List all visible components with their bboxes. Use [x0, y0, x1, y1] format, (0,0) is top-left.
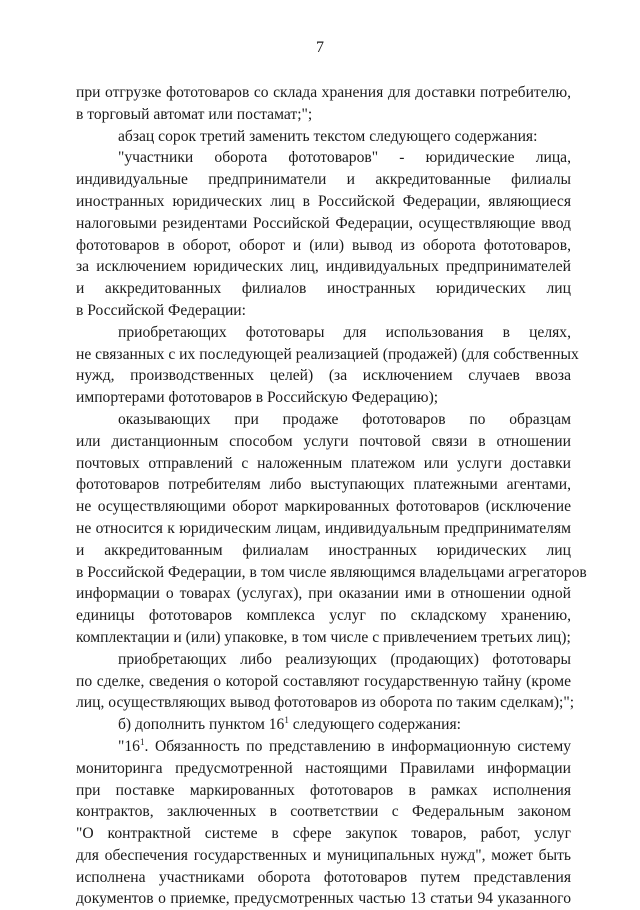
- line-text: почтовых отправлений с наложенным платежом или услуги доставки: [76, 454, 571, 472]
- text-line: [76, 867, 571, 889]
- line-text-after: следующего содержания:: [288, 716, 461, 734]
- line-text: иностранных юридических лиц в Российской Федерации, являющиеся: [76, 192, 571, 210]
- text-line: [76, 801, 571, 823]
- text-line: [76, 365, 571, 387]
- line-text: лиц, осуществляющих вывод фототоваров из оборота по таким сделкам);";: [76, 694, 575, 712]
- superscript: 1: [284, 714, 289, 725]
- line-text: единицы фототоваров комплекса услуг по складскому хранению,: [76, 607, 571, 625]
- text-line: [76, 387, 571, 409]
- text-line: [76, 256, 571, 278]
- line-text-after: . Обязанность по представлению в информационную систему: [144, 737, 571, 755]
- line-text: документов о приемке, предусмотренных частью 13 статьи 94 указанного: [76, 890, 571, 908]
- line-text: исполнена участниками оборота фототоваров путем представления: [76, 868, 571, 886]
- text-line: [76, 562, 587, 584]
- line-text: информации о товарах (услугах), при оказании ими в отношении одной: [76, 585, 571, 603]
- line-text: или дистанционным способом услуги почтовой связи в отношении: [76, 432, 571, 450]
- text-line: [76, 409, 571, 431]
- text-line: [76, 671, 571, 693]
- line-text: в Российской Федерации:: [76, 301, 246, 319]
- line-text: для обеспечения государственных и муниципальных нужд", может быть: [76, 846, 571, 864]
- line-text: и аккредитованным филиалам иностранных юридических лиц: [76, 541, 571, 559]
- text-line: [76, 431, 571, 453]
- line-text: нужд, производственных целей) (за исключением случаев ввоза: [76, 367, 571, 385]
- text-line: [76, 344, 579, 366]
- line-text: по сделке, сведения о которой составляют государственную тайну (кроме: [76, 672, 571, 690]
- text-line: [76, 823, 571, 845]
- line-text: "16: [118, 737, 140, 755]
- line-text: фототоваров потребителям либо выступающих платежными агентами,: [76, 476, 571, 494]
- line-text: при отгрузке фототоваров со склада хранения для доставки потребителю,: [76, 84, 571, 101]
- line-text: за исключением юридических лиц, индивидуальных предпринимателей: [76, 258, 571, 276]
- line-text: в Российской Федерации, в том числе являющимся владельцами агрегаторов: [76, 563, 587, 581]
- text-line: [76, 627, 571, 649]
- line-text: мониторинга предусмотренной настоящими Правилами информации: [76, 759, 571, 777]
- text-line: [76, 235, 571, 257]
- text-line: [76, 518, 571, 540]
- text-line: [76, 714, 571, 736]
- line-text: и аккредитованных филиалов иностранных юридических лиц: [76, 280, 571, 298]
- text-line: [76, 736, 571, 758]
- line-text: контрактов, заключенных в соответствии с Федеральным законом: [76, 803, 571, 821]
- line-text: приобретающих фототовары для использования в целях,: [118, 323, 571, 341]
- text-line: [76, 583, 571, 605]
- line-text: индивидуальные предприниматели и аккредитованные филиалы: [76, 171, 571, 189]
- text-line: [76, 540, 571, 562]
- text-line: [76, 649, 571, 671]
- line-text: "участники оборота фототоваров" - юридические лица,: [118, 149, 571, 167]
- line-text: импортерами фототоваров в Российскую Федерацию);: [76, 389, 439, 407]
- line-text: б) дополнить пунктом 16: [118, 716, 285, 734]
- text-line: [76, 692, 575, 714]
- text-line: [76, 213, 571, 235]
- text-line: [76, 147, 571, 169]
- text-line: [76, 322, 571, 344]
- text-line: [76, 845, 571, 867]
- line-text: налоговыми резидентами Российской Федерации, осуществляющие ввод: [76, 214, 571, 232]
- text-line: [76, 605, 571, 627]
- text-line: [76, 278, 571, 300]
- line-text: приобретающих либо реализующих (продающих) фототовары: [118, 650, 571, 668]
- text-line: [76, 169, 571, 191]
- line-text: не относится к юридическим лицам, индивидуальным предпринимателям: [76, 519, 571, 537]
- page-number: 7: [316, 39, 324, 56]
- text-line: [76, 191, 571, 213]
- line-text: не осуществляющими оборот маркированных фототоваров (исключение: [76, 498, 571, 516]
- line-text: в торговый автомат или постамат;";: [76, 105, 313, 123]
- line-text: абзац сорок третий заменить текстом следующего содержания:: [118, 127, 538, 145]
- line-text: оказывающих при продаже фототоваров по образцам: [118, 410, 571, 428]
- text-line: [76, 82, 571, 104]
- document-body: [76, 82, 587, 910]
- line-text: "О контрактной системе в сфере закупок товаров, работ, услуг: [76, 825, 571, 843]
- line-text: не связанных с их последующей реализацией (продажей) (для собственных: [76, 345, 579, 363]
- superscript: 1: [139, 736, 145, 747]
- text-line: [76, 104, 571, 126]
- text-line: [76, 126, 571, 148]
- line-text: при поставке маркированных фототоваров в рамках исполнения: [76, 781, 571, 799]
- text-line: [76, 453, 571, 475]
- text-line: [76, 758, 571, 780]
- line-text: комплектации и (или) упаковке, в том числе с привлечением третьих лиц);: [76, 628, 571, 646]
- text-line: [76, 300, 571, 322]
- text-line: [76, 496, 571, 518]
- line-text: фототоваров в оборот, оборот и (или) вывод из оборота фототоваров,: [76, 236, 571, 254]
- text-line: [76, 888, 571, 910]
- text-line: [76, 780, 571, 802]
- text-line: [76, 474, 571, 496]
